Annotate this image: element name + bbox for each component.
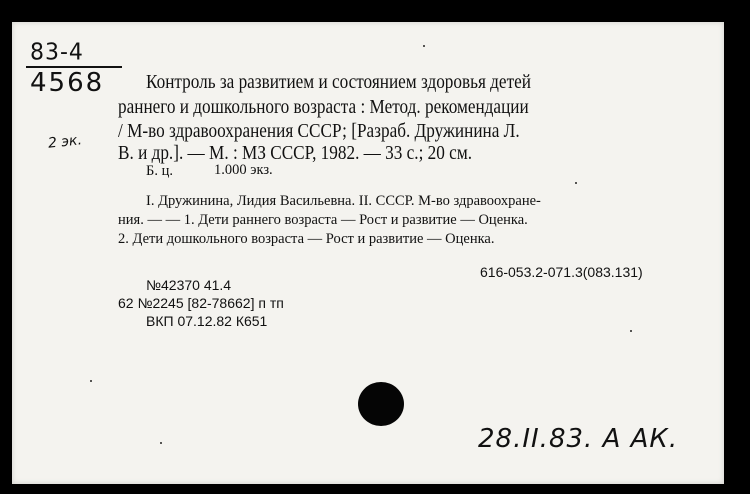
- price: Б. ц.: [146, 163, 173, 179]
- registration-line: 62 №2245 [82-78662] п тп: [118, 295, 284, 311]
- record-line-1: Контроль за развитием и состоянием здоровья детей: [146, 71, 531, 93]
- vkp-line: ВКП 07.12.82 К651: [146, 313, 268, 329]
- card-punch-hole: [358, 382, 404, 426]
- record-line-3: / М-во здравоохранения СССР; [Разраб. Дружинина Л.: [118, 120, 520, 142]
- dust-speck: [423, 45, 425, 47]
- date-signature: 28.II.83. А АК.: [478, 424, 679, 454]
- record-line-2: раннего и дошкольного возраста : Метод. рекомендации: [118, 96, 529, 118]
- dust-speck: [575, 182, 577, 184]
- dust-speck: [160, 442, 162, 444]
- tracing-line-3: 2. Дети дошкольного возраста — Рост и развитие — Оценка.: [118, 231, 495, 247]
- tracing-line-2: ния. — — 1. Дети раннего возраста — Рост и развитие — Оценка.: [118, 212, 528, 228]
- call-number-top: 83-4: [30, 39, 84, 66]
- tracing-line-1: I. Дружинина, Лидия Васильевна. II. СССР. М-во здравоохране-: [146, 193, 541, 209]
- dust-speck: [90, 380, 92, 382]
- record-line-4: В. и др.]. — М. : МЗ СССР, 1982. — 33 с.; 20 см.: [118, 142, 473, 164]
- copies-handwritten-note: 2 эк.: [47, 132, 83, 152]
- copies-count: 1.000 экз.: [214, 162, 273, 178]
- call-number-bottom: 4568: [30, 68, 105, 98]
- udc-code: 616-053.2-071.3(083.131): [480, 264, 643, 280]
- dust-speck: [630, 330, 632, 332]
- accession-number: №42370 41.4: [146, 277, 232, 293]
